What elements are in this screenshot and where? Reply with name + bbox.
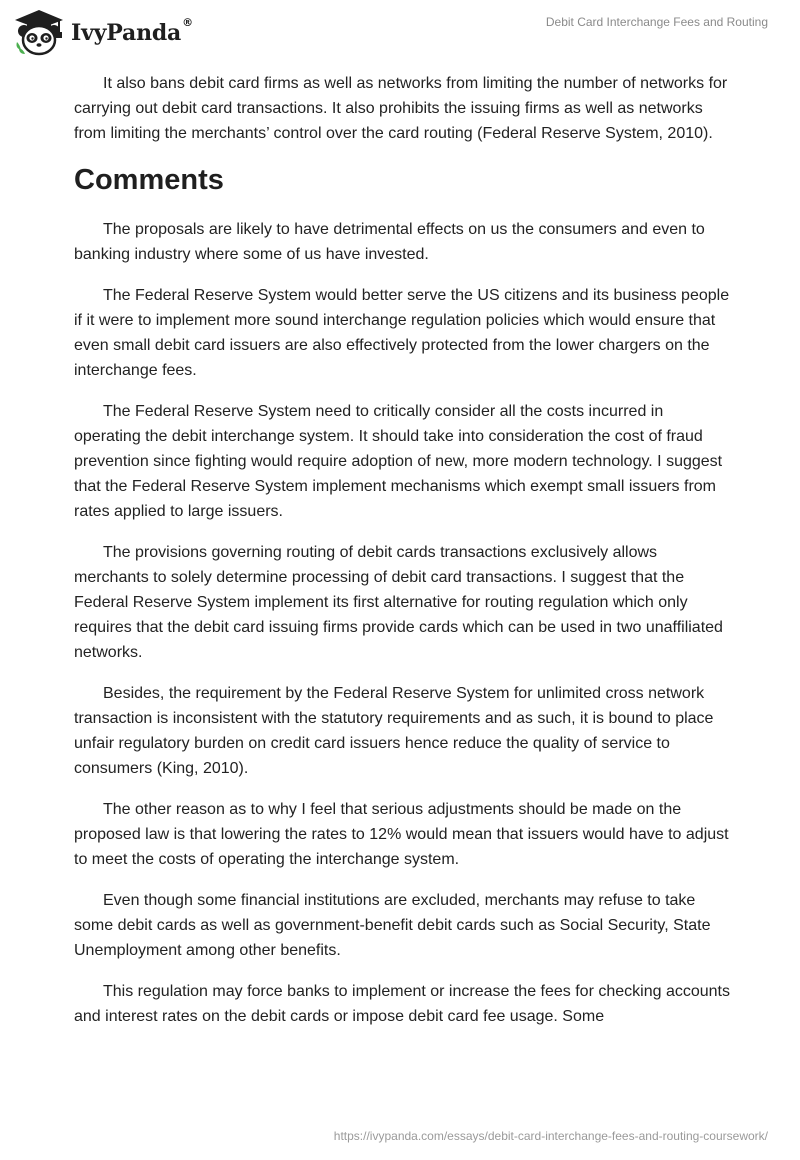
body-paragraph: The Federal Reserve System would better serve the US citizens and its business people if it were to implement more sound interchange regulation policies which would ensure that even small debit card issuers are also effectively protected from the lower chargers on the interchange fees. — [74, 287, 730, 379]
panda-graduate-icon — [13, 8, 65, 56]
section-heading: Comments — [74, 164, 224, 196]
body-paragraph: The proposals are likely to have detrimental effects on us the consumers and even to banking industry where some of us have invested. — [74, 221, 705, 263]
brand-name: IvyPanda® — [71, 16, 193, 46]
body-paragraph: Even though some financial institutions are excluded, merchants may refuse to take some debit cards as well as government-benefit debit cards such as Social Security, State Unemployment among other benefits. — [74, 892, 711, 959]
document-title: Debit Card Interchange Fees and Routing — [545, 15, 768, 29]
page-header — [0, 0, 800, 60]
body-paragraph: Besides, the requirement by the Federal Reserve System for unlimited cross network transaction is inconsistent with the statutory requirements and as such, it is bound to place unfair regulatory burden on credit card issuers hence reduce the quality of service to consumers (King, 2010). — [74, 685, 714, 777]
registered-mark: ® — [182, 16, 193, 29]
source-url[interactable]: https://ivypanda.com/essays/debit-card-interchange-fees-and-routing-coursework/ — [333, 1129, 768, 1143]
brand-logo[interactable] — [13, 8, 193, 56]
body-paragraph: The other reason as to why I feel that serious adjustments should be made on the proposed law is that lowering the rates to 12% would mean that issuers would have to adjust to meet the costs of operating the interchange system. — [74, 801, 729, 868]
body-paragraph: The provisions governing routing of debit cards transactions exclusively allows merchants to solely determine processing of debit card transactions. I suggest that the Federal Reserve System implement its first alternative for routing regulation which only requires that the debit card issuing firms provide cards which can be used in two unaffiliated networks. — [74, 544, 723, 661]
body-paragraph: This regulation may force banks to implement or increase the fees for checking accounts and interest rates on the debit cards or impose debit card fee usage. Some — [74, 983, 730, 1025]
essay-body — [74, 71, 734, 1045]
body-paragraph: The Federal Reserve System need to critically consider all the costs incurred in operating the debit interchange system. It should take into consideration the cost of fraud prevention since fighting would require adoption of new, more modern technology. I suggest that the Federal Reserve System implement mechanisms which exempt small issuers from rates applied to large issuers. — [74, 403, 723, 520]
intro-paragraph: It also bans debit card firms as well as networks from limiting the number of networks for carrying out debit card transactions. It also prohibits the issuing firms as well as networks from limiting the merchants’ control over the card routing (Federal Reserve System, 2010). — [74, 75, 728, 142]
